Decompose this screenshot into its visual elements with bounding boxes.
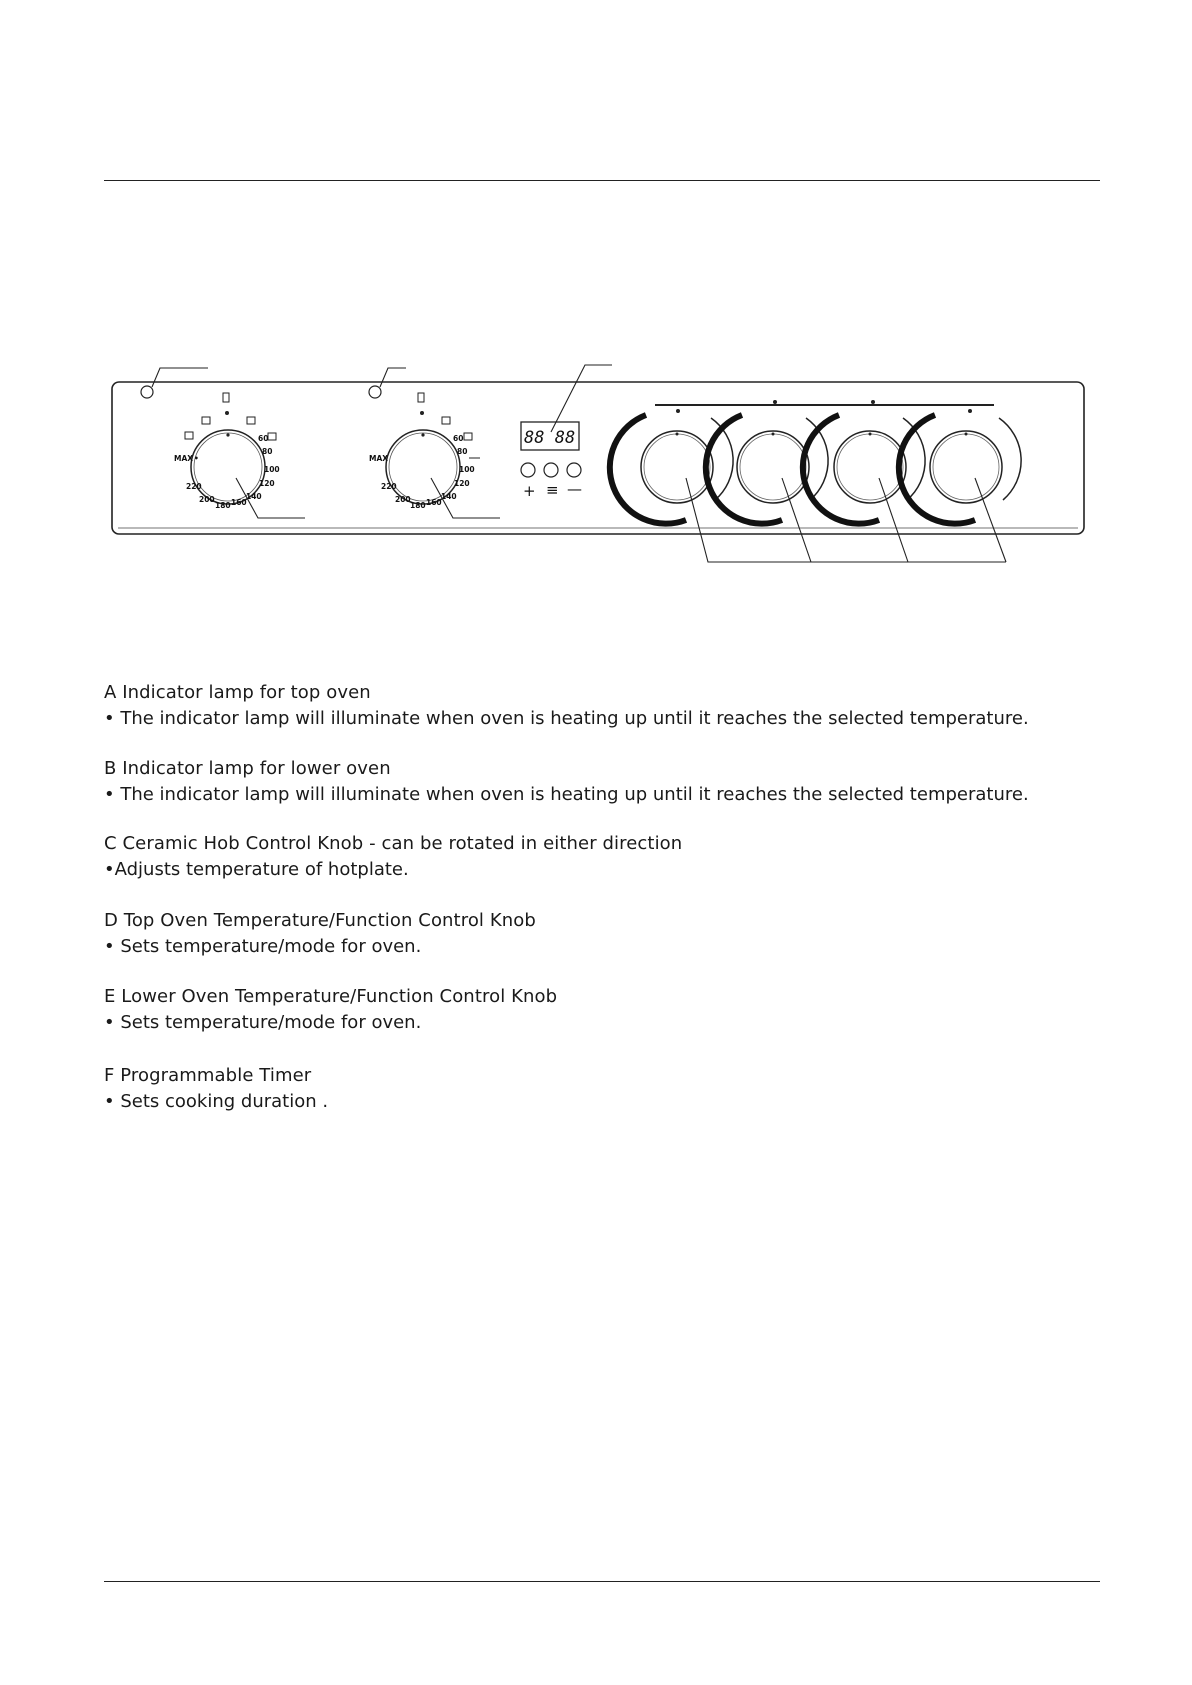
timer-menu-label: ≡ <box>546 481 559 499</box>
timer-plus-button[interactable] <box>521 463 535 477</box>
item-a <box>104 682 1104 730</box>
hob-knob-1[interactable] <box>610 415 733 524</box>
top-oven-indicator-lamp <box>141 386 153 398</box>
top-dial-label-140: 140 <box>246 492 262 501</box>
svg-text:•: • <box>194 454 199 463</box>
item-c-title: C Ceramic Hob Control Knob - can be rotated in either direction <box>104 833 683 854</box>
item-e-title: E Lower Oven Temperature/Function Control Knob <box>104 986 558 1007</box>
item-d-title: D Top Oven Temperature/Function Control Knob <box>104 910 536 931</box>
timer-menu-button[interactable] <box>544 463 558 477</box>
top-dial-label-120: 120 <box>259 479 275 488</box>
top-dial-label-80: 80 <box>262 447 273 456</box>
lower-dial-label-60: 60 <box>453 434 464 443</box>
lower-dial-label-200: 200 <box>395 495 411 504</box>
top-dial-label-100: 100 <box>264 465 280 474</box>
item-e-note: • Sets temperature/mode for oven. <box>104 1012 422 1033</box>
timer-minus-label: — <box>567 480 582 498</box>
top-dial-label-200: 200 <box>199 495 215 504</box>
lower-dial-label-max: MAX <box>369 454 389 463</box>
top-dial-label-180: 180 <box>215 501 231 510</box>
programmable-timer <box>521 422 579 450</box>
top-dial-label-220: 220 <box>186 482 202 491</box>
top-dial-label-max: MAX <box>174 454 194 463</box>
hob-knob-3[interactable] <box>803 415 925 524</box>
top-oven-control-knob[interactable] <box>174 393 280 510</box>
item-f <box>104 1065 1104 1113</box>
lower-oven-control-knob[interactable] <box>369 393 480 510</box>
lower-dial-label-120: 120 <box>454 479 470 488</box>
timer-display: 88 88 <box>524 428 576 448</box>
lower-oven-indicator-lamp <box>369 386 381 398</box>
item-c <box>104 833 1104 881</box>
item-b-note: • The indicator lamp will illuminate when oven is heating up until it reaches the selected temperature. <box>104 784 1029 805</box>
item-a-title: A Indicator lamp for top oven <box>104 682 371 703</box>
hob-knob-4[interactable] <box>899 415 1021 524</box>
item-f-note: • Sets cooking duration . <box>104 1091 329 1112</box>
lower-dial-label-140: 140 <box>441 492 457 501</box>
item-c-note: •Adjusts temperature of hotplate. <box>104 859 409 880</box>
item-d-note: • Sets temperature/mode for oven. <box>104 936 422 957</box>
item-d <box>104 910 1104 958</box>
item-f-title: F Programmable Timer <box>104 1065 312 1086</box>
control-panel-diagram <box>0 350 1192 590</box>
top-rule <box>104 180 1100 181</box>
item-e <box>104 986 1104 1034</box>
lower-dial-label-220: 220 <box>381 482 397 491</box>
timer-minus-button[interactable] <box>567 463 581 477</box>
item-b-title: B Indicator lamp for lower oven <box>104 758 391 779</box>
top-dial-label-160: 160 <box>231 498 247 507</box>
bottom-rule <box>104 1581 1100 1582</box>
lower-dial-label-180: 180 <box>410 501 426 510</box>
lower-dial-label-100: 100 <box>459 465 475 474</box>
lower-dial-label-80: 80 <box>457 447 468 456</box>
lower-dial-label-160: 160 <box>426 498 442 507</box>
timer-plus-label: + <box>523 482 536 500</box>
item-a-note: • The indicator lamp will illuminate when oven is heating up until it reaches the selected temperature. <box>104 708 1029 729</box>
top-dial-label-60: 60 <box>258 434 269 443</box>
item-b <box>104 758 1104 806</box>
